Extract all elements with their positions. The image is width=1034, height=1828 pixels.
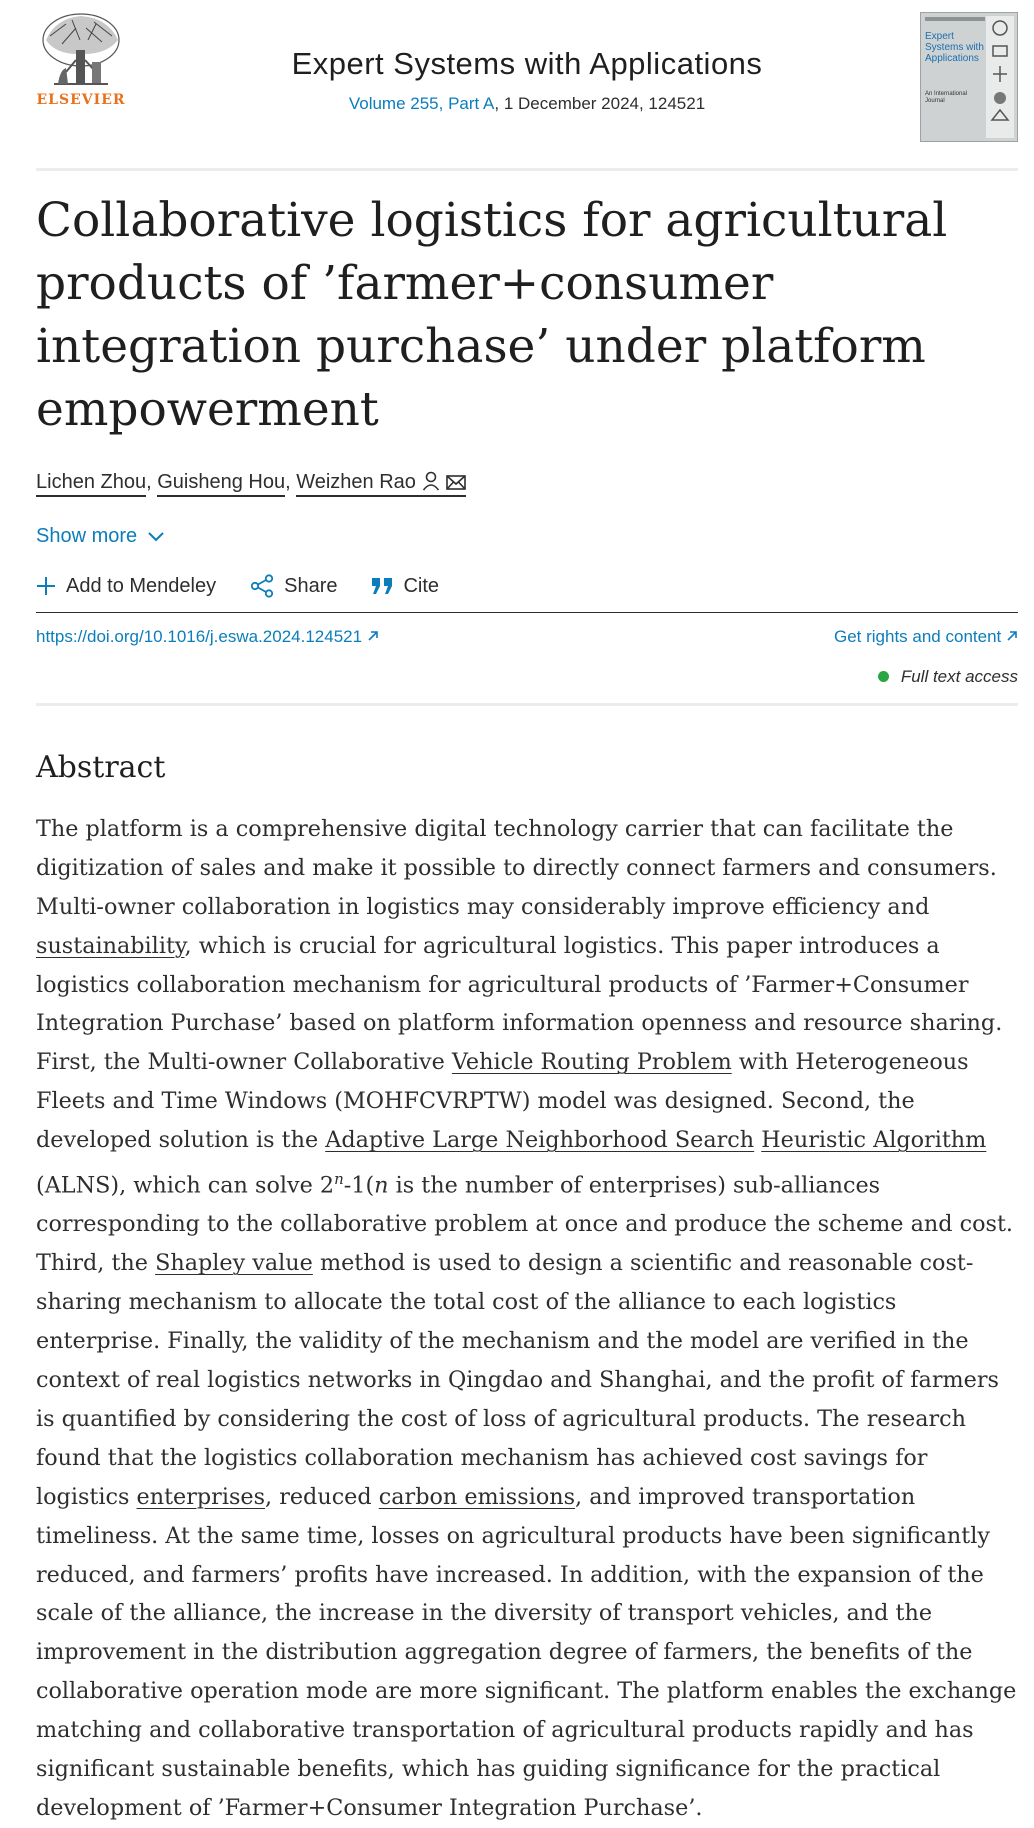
abstract-term-link[interactable]: sustainability (36, 932, 185, 959)
author-list (36, 467, 1018, 497)
author-separator: , (146, 471, 158, 493)
author-name: Weizhen Rao (296, 471, 416, 493)
cite-label: Cite (403, 574, 440, 597)
article-title: Collaborative logistics for agricultural products of ’farmer+consumer integration purchase’ under platform empowerment (36, 193, 948, 437)
abstract-text: method is used to design a scientific and reasonable cost-sharing mechanism to allocate the total cost of the alliance to each logistics enterprise. Finally, the validity of the mechanism and the model are verified in the context of real logistics networks in Qingdao and Shanghai, and the profit of farmers is quantified by considering the cost of loss of agricultural products. The research found that the logistics collaboration mechanism has achieved cost savings for logistics (36, 1250, 999, 1510)
issue-details: , 1 December 2024, 124521 (494, 94, 706, 113)
cover-icon-strip (986, 16, 1014, 138)
article-toolbar (36, 574, 1018, 613)
abstract-superscript: n (334, 1170, 344, 1189)
abstract-heading: Abstract (36, 750, 166, 785)
cover-subtitle: An International Journal (925, 91, 968, 104)
external-link-arrow-icon (367, 630, 379, 642)
journal-cover-thumbnail[interactable] (920, 12, 1018, 142)
abstract-text: , which is crucial for agricultural logistics. This paper introduces a logistics collaboration mechanism for agricultural products of ’Farmer+Consumer Integration Purchase’ based on platform information openness and resource sharing. First, the Multi-owner Collaborative (36, 932, 1003, 1076)
journal-title-link[interactable]: Expert Systems with Applications (291, 46, 763, 81)
publisher-name: ELSEVIER (36, 92, 126, 108)
abstract-term-link[interactable]: Adaptive Large Neighborhood Search (325, 1127, 755, 1154)
access-label: Full text access (900, 667, 1018, 686)
quote-icon (371, 577, 393, 595)
abstract-term-link[interactable]: Shapley value (155, 1250, 313, 1277)
cover-top-bar (925, 17, 985, 21)
share-icon (250, 574, 274, 598)
cite-button[interactable] (371, 574, 439, 598)
abstract-text: (ALNS), which can solve 2 (36, 1172, 335, 1199)
access-indicator-dot (878, 671, 889, 682)
external-link-arrow-icon (1006, 630, 1018, 642)
article-links-row (36, 627, 1018, 647)
abstract-term-link[interactable]: Vehicle Routing Problem (451, 1049, 732, 1076)
author-link[interactable]: Guisheng Hou (157, 471, 285, 497)
journal-header (36, 0, 1018, 171)
rights-text: Get rights and content (833, 627, 1002, 646)
author-link[interactable]: Lichen Zhou (36, 471, 146, 497)
abstract-body (36, 810, 1018, 1828)
show-more-label: Show more (36, 525, 138, 547)
abstract-text: is the number of enterprises) sub-alliances corresponding to the collaborative problem at once and produce the scheme and cost. Third, the (36, 1172, 1013, 1277)
journal-issue-info (36, 94, 1018, 114)
plus-icon (36, 576, 56, 596)
abstract-text: , reduced (265, 1483, 379, 1510)
section-divider (36, 703, 1018, 706)
abstract-text: , and improved transportation timeliness. At the same time, losses on agricultural products have been significantly reduced, and farmers’ profits have increased. In addition, with the expansion of the scale of the alliance, the increase in the diversity of transport vehicles, and the improvement in the distribution aggregation degree of farmers, the benefits of the collaborative operation mode are more significant. The platform enables the exchange matching and collaborative transportation of agricultural products rapidly and has significant sustainable benefits, which has guiding significance for the practical development of ’Farmer+Consumer Integration Purchase’. (36, 1483, 1017, 1821)
abstract-term-link[interactable]: Heuristic Algorithm (761, 1127, 987, 1154)
person-icon (422, 471, 440, 491)
journal-info (36, 46, 1018, 114)
abstract-italic: n (374, 1172, 389, 1199)
abstract-term-link[interactable]: carbon emissions (378, 1483, 576, 1510)
doi-text: https://doi.org/10.1016/j.eswa.2024.124521 (36, 627, 363, 646)
access-status (36, 667, 1018, 687)
abstract-term-link[interactable]: enterprises (136, 1483, 266, 1510)
email-envelope-icon (446, 473, 466, 491)
rights-link[interactable] (834, 627, 1018, 647)
abstract-text: with Heterogeneous Fleets and Time Windows (MOHFCVRPTW) model was designed. Second, the developed solution is the (36, 1049, 969, 1154)
volume-link[interactable]: Volume 255, Part A (348, 94, 495, 113)
abstract-text: -1( (343, 1172, 375, 1199)
abstract-text: The platform is a comprehensive digital technology carrier that can facilitate the digitization of sales and make it possible to directly connect farmers and consumers. Multi-owner collaboration in logistics may considerably improve efficiency and (36, 815, 997, 920)
chevron-down-icon (147, 531, 165, 543)
share-button[interactable] (250, 574, 337, 598)
author-separator: , (285, 471, 297, 493)
doi-link[interactable] (36, 627, 379, 647)
add-to-mendeley-label: Add to Mendeley (66, 574, 217, 597)
add-to-mendeley-button[interactable] (36, 574, 216, 598)
author-link-corresponding[interactable] (296, 471, 466, 497)
share-label: Share (284, 574, 338, 597)
show-more-button[interactable] (36, 525, 165, 548)
cover-title: Expert Systems with Applications (925, 31, 984, 64)
